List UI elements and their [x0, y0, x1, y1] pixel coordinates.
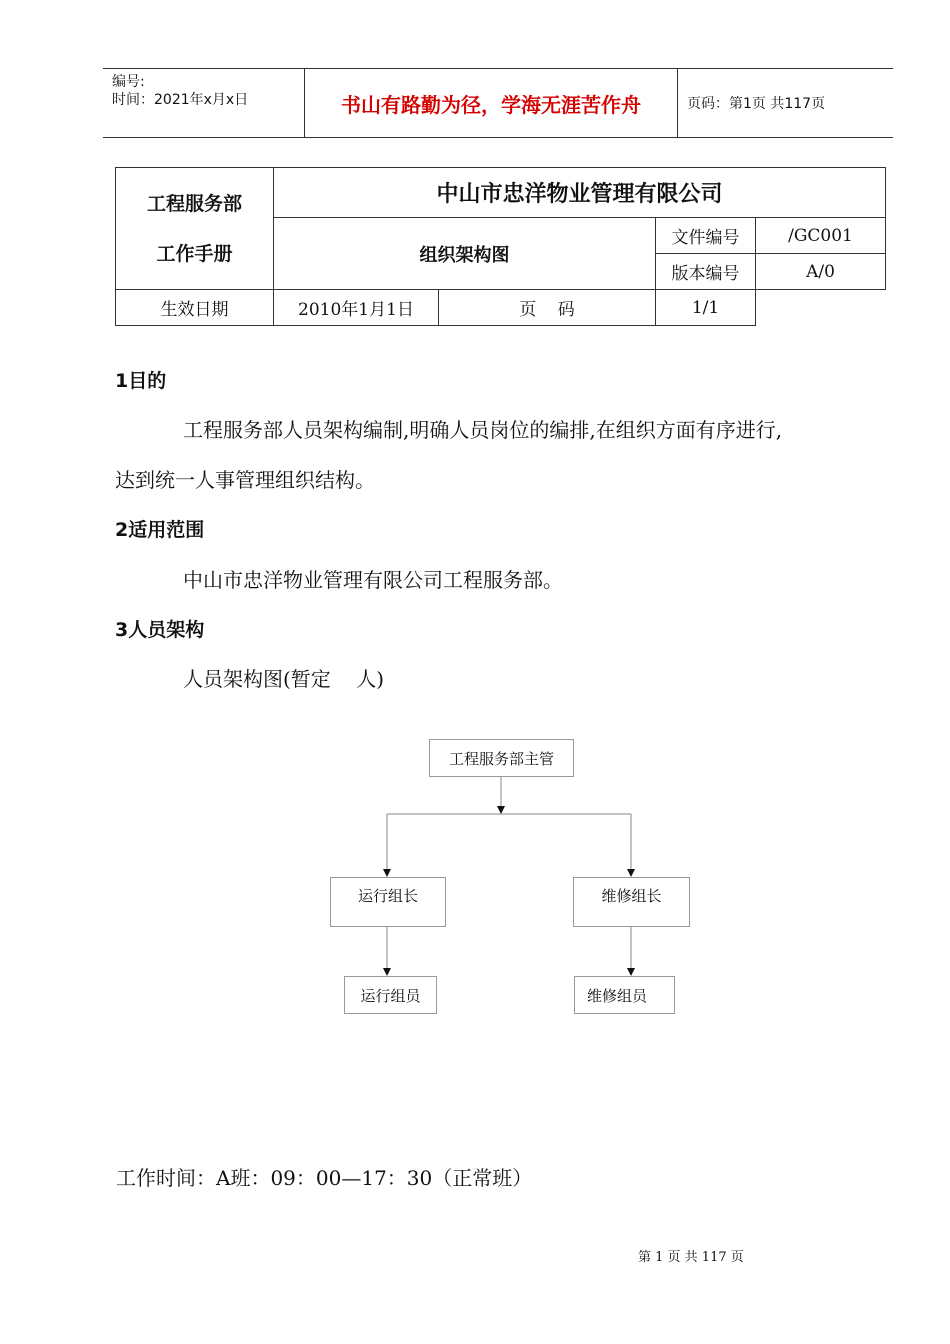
org-box-supervisor: 工程服务部主管	[429, 739, 574, 777]
arrow-left-leader	[383, 869, 391, 877]
number-label: 编号:	[112, 74, 145, 90]
arrow-right-member	[627, 968, 635, 976]
effective-date-label: 生效日期	[116, 290, 274, 326]
org-box-maintenance-member: 维修组员	[574, 976, 675, 1014]
header-slogan: 书山有路勤为径，学海无涯苦作舟	[305, 69, 678, 137]
company-name: 中山市忠洋物业管理有限公司	[274, 168, 886, 218]
page-label: 页 码	[439, 290, 656, 326]
staff-structure-text: 人员架构图(暂定 人)	[183, 667, 385, 691]
section-heading-purpose: 1目的	[115, 370, 167, 392]
arrow-top	[497, 806, 505, 814]
file-number-label: 文件编号	[656, 218, 756, 254]
department-name: 工程服务部	[146, 192, 242, 215]
scope-text: 中山市忠洋物业管理有限公司工程服务部。	[183, 568, 563, 592]
version-label: 版本编号	[656, 254, 756, 290]
page-value: 1/1	[656, 290, 756, 326]
org-box-operation-member: 运行组员	[344, 976, 437, 1014]
file-number-value: /GC001	[756, 218, 886, 254]
org-box-operation-leader: 运行组长	[330, 877, 446, 927]
section-heading-scope: 2适用范围	[115, 519, 205, 541]
work-time-text: 工作时间：A班：09：00—17：30（正常班）	[116, 1166, 533, 1190]
purpose-text-line1: 工程服务部人员架构编制,明确人员岗位的编排,在组织方面有序进行,	[183, 418, 783, 442]
document-title: 组织架构图	[274, 218, 656, 290]
time-label: 时间：2021年x月x日	[112, 92, 249, 108]
page-footer: 第 1 页 共 117 页	[638, 1250, 744, 1265]
org-box-maintenance-leader: 维修组长	[573, 877, 690, 927]
manual-name: 工作手册	[156, 242, 233, 265]
version-value: A/0	[756, 254, 886, 290]
effective-date-value: 2010年1月1日	[274, 290, 439, 326]
arrow-left-member	[383, 968, 391, 976]
arrow-right-leader	[627, 869, 635, 877]
section-heading-staff-structure: 3人员架构	[115, 619, 205, 641]
purpose-text-line2: 达到统一人事管理组织结构。	[115, 468, 375, 492]
header-page-info: 页码：第1页 共117页	[687, 96, 826, 112]
